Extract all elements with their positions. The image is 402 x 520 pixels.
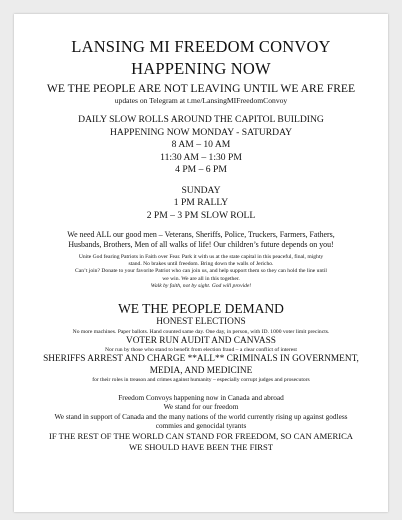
honest-elections-detail: No more machines. Paper ballots. Hand counted same day. One day, in person, with ID. 1000 voter limit precincts. — [72, 328, 330, 335]
need-line-2: Husbands, Brothers, Men of all walks of life! Our children’s future depends on you! — [68, 240, 334, 249]
closing-final-2: WE SHOULD HAVE BEEN THE FIRST — [128, 441, 274, 452]
sheriffs-line-2: MEDIA, AND MEDICINE — [149, 365, 253, 376]
sunday-time-1: 1 PM RALLY — [173, 197, 229, 208]
need-line-1: We need ALL our good men – Veterans, Sheriffs, Police, Truckers, Farmers, Fathers, — [67, 230, 335, 239]
subtitle: WE THE PEOPLE ARE NOT LEAVING UNTIL WE ARE FREE — [46, 82, 356, 95]
faith-line: Walk by faith, not by sight. God will provide! — [150, 282, 252, 289]
schedule-time-2: 11:30 AM – 1:30 PM — [160, 151, 242, 163]
unite-line-2: stand. No brakes until freedom. Bring down the walls of Jericho. — [128, 261, 274, 268]
unite-line-3: Can’t join? Donate to your favorite Patriot who can join us, and help support them so they can hold the line until — [75, 268, 327, 275]
schedule-heading-1: DAILY SLOW ROLLS AROUND THE CAPITOL BUILDING — [78, 114, 324, 125]
honest-elections-heading: HONEST ELECTIONS — [156, 317, 246, 328]
schedule-heading-2: HAPPENING NOW MONDAY - SATURDAY — [109, 126, 293, 138]
title-line-1: LANSING MI FREEDOM CONVOY — [71, 37, 331, 56]
unite-line-1: Unite God fearing Patriots in Faith over Fear. Park it with us at the state capital in this peaceful, final, mighty — [78, 254, 324, 260]
closing-line-4: commies and genocidal tyrants — [155, 421, 247, 431]
demand-title: WE THE PEOPLE DEMAND — [118, 301, 284, 317]
title-line-2: HAPPENING NOW — [131, 59, 271, 78]
schedule-time-1: 8 AM – 10 AM — [171, 139, 231, 150]
closing-line-3: We stand in support of Canada and the many nations of the world currently rising up against godless — [54, 411, 348, 421]
audit-detail: Nor run by those who stand to benefit from election fraud – a clear conflict of interest — [105, 347, 297, 354]
closing-final-1: IF THE REST OF THE WORLD CAN STAND FOR FREEDOM, SO CAN AMERICA — [48, 430, 354, 441]
sheriffs-line-1: SHERIFFS ARREST AND CHARGE **ALL** CRIMINALS IN GOVERNMENT, — [43, 354, 359, 365]
unite-line-4: we win. We are all in this together. — [162, 275, 240, 282]
sunday-label: SUNDAY — [181, 184, 221, 196]
schedule-time-3: 4 PM – 6 PM — [175, 164, 227, 175]
flyer-content — [20, 36, 382, 453]
sheriffs-detail: for their roles in treason and crimes against humanity – especially corrupt judges and prosecutors — [92, 377, 310, 384]
audit-heading: VOTER RUN AUDIT AND CANVASS — [126, 335, 276, 346]
flyer-page — [14, 14, 388, 512]
telegram-link-text: updates on Telegram at t.me/LansingMIFreedomConvoy — [114, 96, 288, 105]
closing-line-2: We stand for our freedom — [163, 402, 239, 412]
sunday-time-2: 2 PM – 3 PM SLOW ROLL — [146, 209, 256, 221]
closing-line-1: Freedom Convoys happening now in Canada and abroad — [118, 392, 284, 402]
